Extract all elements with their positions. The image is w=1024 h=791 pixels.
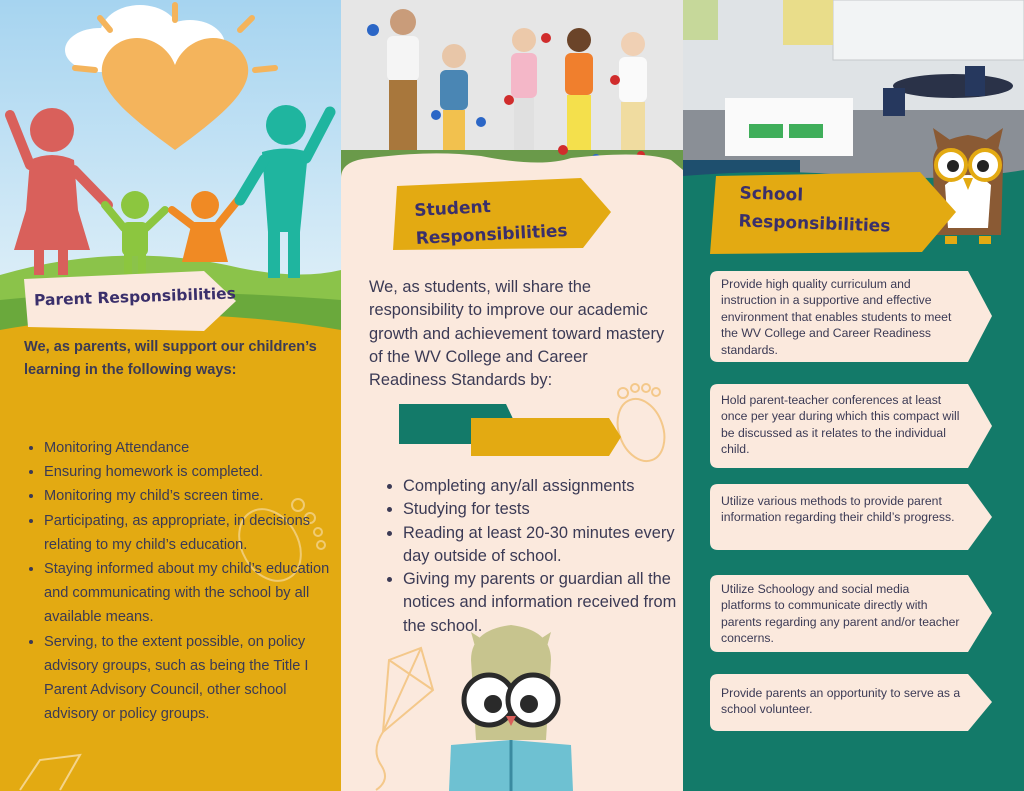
school-heading-line2: Responsibilities xyxy=(738,211,891,237)
school-item: Hold parent-teacher conferences at least once per year during which this compact will be discussed as it relates to the individual child. xyxy=(721,393,960,457)
school-item-box xyxy=(710,384,992,468)
list-item: • Giving my parents or guardian all the notices and information received from the school. xyxy=(403,568,683,638)
parent-list xyxy=(22,436,341,726)
list-item: • Ensuring homework is completed. xyxy=(44,460,341,484)
school-item-box xyxy=(710,575,992,652)
school-item: Provide parents an opportunity to serve as a school volunteer. xyxy=(721,686,961,717)
school-heading xyxy=(738,179,892,240)
list-item: • Monitoring Attendance xyxy=(44,436,341,460)
list-item: • Reading at least 20-30 minutes every day outside of school. xyxy=(403,522,683,569)
list-item: • Monitoring my child’s screen time. xyxy=(44,484,341,508)
school-item: Utilize Schoology and social media platforms to communicate directly with parents regarding any parent and/or teacher concerns. xyxy=(721,582,960,646)
student-heading xyxy=(414,189,569,253)
school-item: Provide high quality curriculum and instruction in a supportive and effective environment that enables students to meet the WV College and Career Readiness standards. xyxy=(721,277,952,357)
list-item: • Serving, to the extent possible, on policy advisory groups, such as being the Title I Parent Advisory Council, other school advisory or policy groups. xyxy=(44,630,341,727)
student-panel xyxy=(341,0,683,791)
list-item: • Staying informed about my child’s education and communicating with the school by all available means. xyxy=(44,557,341,630)
parent-panel xyxy=(0,0,341,791)
school-heading-line1: School xyxy=(739,183,804,206)
list-item: • Completing any/all assignments xyxy=(403,475,683,498)
student-heading-line2: Responsibilities xyxy=(415,221,569,249)
list-item: • Participating, as appropriate, in decisions relating to my child’s education. xyxy=(44,509,341,557)
list-item: • Studying for tests xyxy=(403,498,683,521)
school-item: Utilize various methods to provide parent information regarding their child’s progress. xyxy=(721,494,955,525)
school-item-box xyxy=(710,484,992,550)
student-heading-line1: Student xyxy=(413,197,492,221)
student-intro: We, as students, will share the responsibility to improve our academic growth and achievement toward mastery of the WV College and Career Readiness Standards by: xyxy=(369,278,665,390)
school-item-box xyxy=(710,674,992,731)
students-photo xyxy=(341,0,683,791)
parent-intro: We, as parents, will support our children’s learning in the following ways: xyxy=(24,339,317,378)
school-item-box xyxy=(710,271,992,362)
parent-heading: Parent Responsibilities xyxy=(33,284,237,310)
student-list xyxy=(381,475,683,638)
